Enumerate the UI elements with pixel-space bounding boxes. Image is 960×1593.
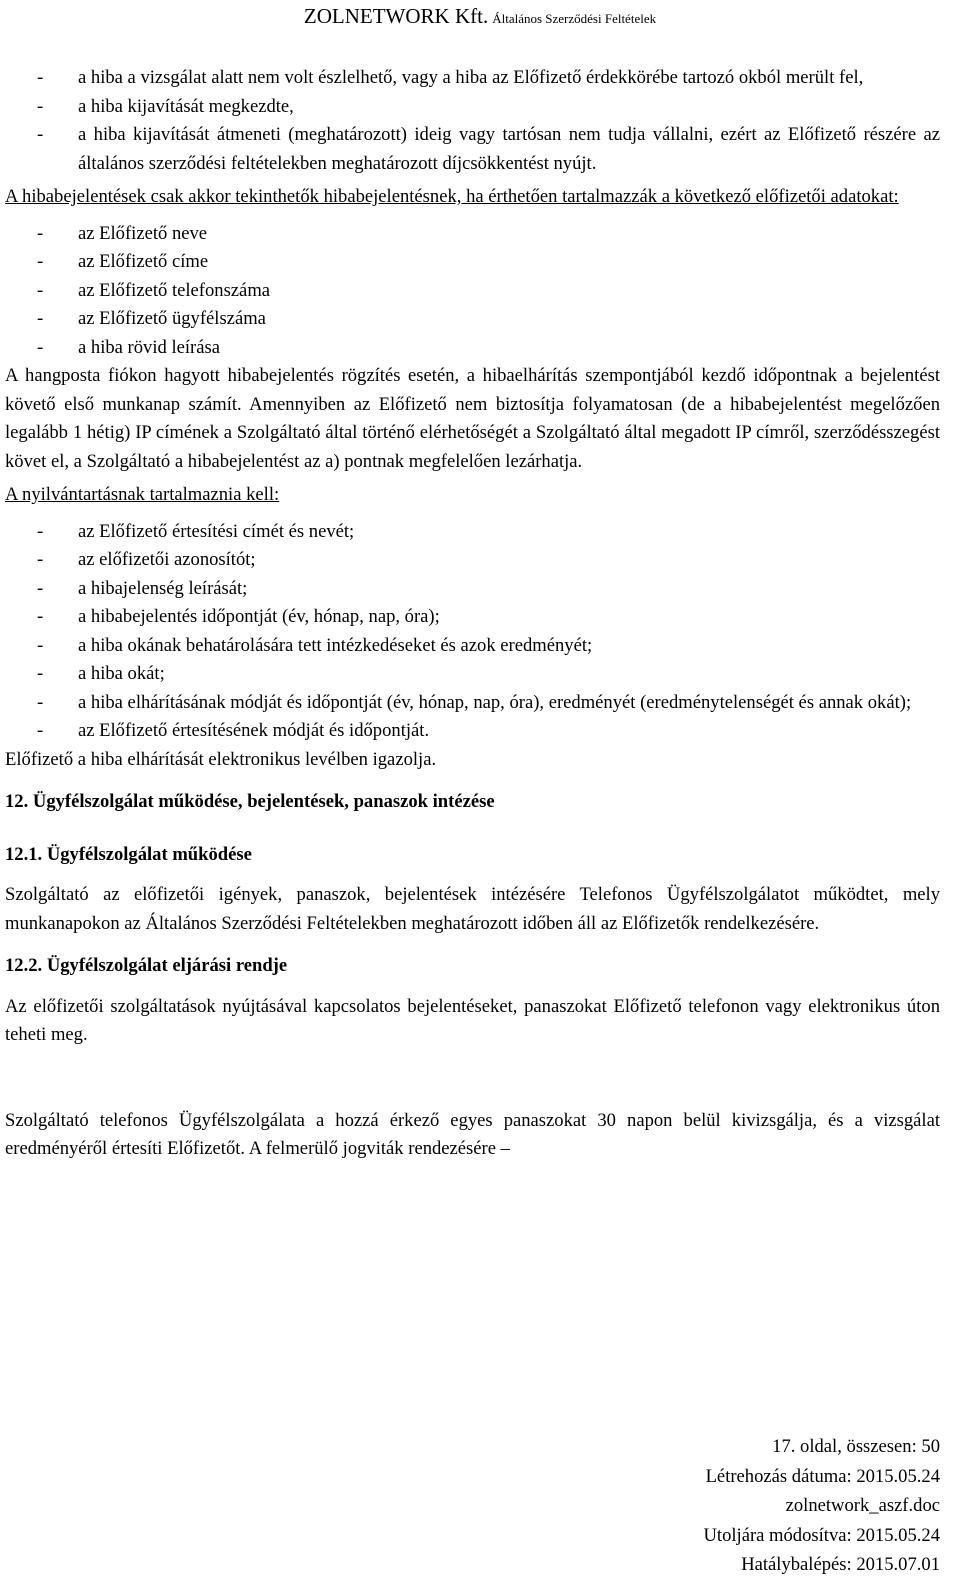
file-name: zolnetwork_aszf.doc: [785, 1495, 940, 1516]
list-item: - a hiba a vizsgálat alatt nem volt észlelhető, vagy a hiba az Előfizető érdekkörébe tartozó okból merült fel,: [37, 67, 864, 88]
page-number: 17. oldal, összesen: 50: [772, 1436, 940, 1457]
report-intro: A hibabejelentések csak akkor tekinthetők hibabejelentésnek, ha érthetően tartalmazzák a következő előfizetői adatokat:: [5, 186, 899, 207]
list-item: - az Előfizető telefonszáma: [37, 279, 271, 301]
list-item: - a hibajelenség leírását;: [37, 577, 248, 599]
section-12-1-text: Szolgáltató az előfizetői igények, panaszok, bejelentések intézésére Telefonos Ügyfélszolgálatot működtet, mely munkanapokon az Általános Szerződési Feltételekben meghatározott időben áll az Előfizetők rendelkezésére.: [5, 884, 940, 934]
list-item: - a hibabejelentés időpontját (év, hónap, nap, óra);: [37, 606, 440, 627]
list-item: - a hiba okának behatárolására tett intézkedéseket és azok eredményét;: [37, 634, 593, 656]
document-body: [5, 64, 940, 1164]
creation-date: Létrehozás dátuma: 2015.05.24: [705, 1465, 940, 1487]
page-header: [0, 4, 960, 29]
company-name: ZOLNETWORK Kft.: [303, 4, 489, 28]
registry-intro: A nyilvántartásnak tartalmaznia kell:: [5, 484, 280, 505]
list-item: - a hiba rövid leírása: [37, 336, 220, 358]
complaint-text: Szolgáltató telefonos Ügyfélszolgálata a hozzá érkező egyes panaszokat 30 napon belül kivizsgálja, és a vizsgálat eredményéről értesíti Előfizetőt. A felmerülő jogviták rendezésére –: [5, 1109, 940, 1159]
section-12-2-text: Az előfizetői szolgáltatások nyújtásával kapcsolatos bejelentéseket, panaszokat Előfizető telefonon vagy elektronikus úton teheti meg.: [5, 995, 940, 1045]
registry-items-list: [5, 518, 940, 746]
header-subtitle: Általános Szerződési Feltételek: [492, 11, 657, 26]
list-item: - a hiba okát;: [37, 663, 165, 684]
list-item: - az előfizetői azonosítót;: [37, 549, 256, 570]
section-12-2-title: 12.2. Ügyfélszolgálat eljárási rendje: [5, 955, 288, 976]
list-item: - az Előfizető értesítési címét és nevét;: [37, 520, 355, 542]
list-item: - a hiba elhárításának módját és időpontját (év, hónap, nap, óra), eredményét (eredménytelenségét és annak okát);: [37, 691, 912, 713]
modified-date: Utoljára módosítva: 2015.05.24: [703, 1524, 940, 1546]
list-item: - a hiba kijavítását megkezdte,: [37, 95, 294, 117]
confirm-text: Előfizető a hiba elhárítását elektronikus levélben igazolja.: [5, 748, 437, 770]
list-item: - az Előfizető értesítésének módját és időpontját.: [37, 720, 430, 741]
report-items-list: [5, 220, 940, 363]
list-item: - a hiba kijavítását átmeneti (meghatározott) ideig vagy tartósan nem tudja vállalni, ezért az Előfizető részére az általános szerződési feltételekben meghatározott díjcsökkentést nyújt.: [37, 124, 940, 174]
section-12-1-title: 12.1. Ügyfélszolgálat működése: [5, 843, 252, 865]
page-footer: [703, 1432, 940, 1580]
list-item: - az Előfizető címe: [37, 251, 209, 272]
list-top: [5, 64, 940, 178]
section-12-title: 12. Ügyfélszolgálat működése, bejelentések, panaszok intézése: [5, 791, 495, 812]
list-item: - az Előfizető ügyfélszáma: [37, 308, 266, 329]
voicemail-paragraph: A hangposta fiókon hagyott hibabejelentés rögzítés esetén, a hibaelhárítás szempontjából kezdő időpontnak a bejelentést követő első munkanap számít. Amennyiben az Előfizető nem biztosítja folyamatosan (de a hibabejelentést megelőzően legalább 1 hétig) IP címének a Szolgáltató által történő elérhetőségét a Szolgáltató által megadott IP címről, szerződésszegést követ el, a Szolgáltató a hibabejelentést az a) pontnak megfelelően lezárhatja.: [5, 365, 940, 472]
effective-date: Hatálybalépés: 2015.07.01: [741, 1554, 940, 1575]
list-item: - az Előfizető neve: [37, 222, 208, 244]
